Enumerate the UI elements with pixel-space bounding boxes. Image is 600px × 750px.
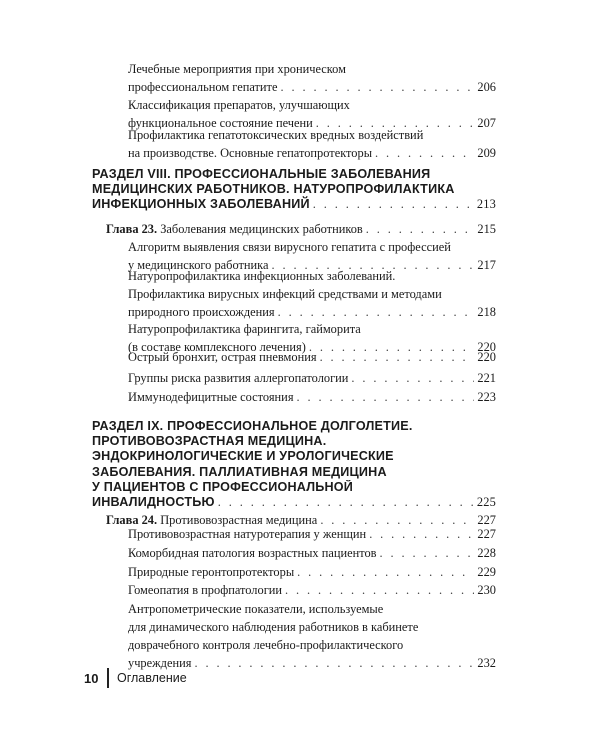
toc-page-number: 213 xyxy=(476,197,496,212)
toc-page-number: 209 xyxy=(477,146,496,160)
toc-entry-line: Антропометрические показатели, используемые xyxy=(128,602,384,616)
leader-dots xyxy=(194,654,474,672)
page-footer xyxy=(84,668,187,688)
toc-page-number: 225 xyxy=(476,495,496,510)
section-heading-line: У ПАЦИЕНТОВ С ПРОФЕССИОНАЛЬНОЙ xyxy=(92,479,354,494)
leader-dots xyxy=(285,581,474,599)
section-heading-title: ИНВАЛИДНОСТЬЮ xyxy=(92,495,215,510)
toc-entry-line: Лечебные мероприятия при хроническом xyxy=(128,62,346,76)
toc-page-number: 223 xyxy=(477,390,496,404)
footer-divider xyxy=(107,668,109,688)
section-heading-line: ЭНДОКРИНОЛОГИЧЕСКИЕ И УРОЛОГИЧЕСКИЕ xyxy=(92,449,394,464)
leader-dots xyxy=(218,495,474,510)
toc-entry[interactable] xyxy=(128,369,496,387)
section-heading-line: РАЗДЕЛ IX. ПРОФЕССИОНАЛЬНОЕ ДОЛГОЛЕТИЕ. xyxy=(92,419,413,433)
toc-entry[interactable] xyxy=(128,267,496,321)
toc-entry[interactable] xyxy=(128,544,496,562)
toc-page-number: 230 xyxy=(477,583,496,597)
toc-entry-line: Натуропрофилактика фарингита, гайморита xyxy=(128,322,361,336)
leader-dots xyxy=(351,369,474,387)
toc-entry[interactable] xyxy=(128,581,496,599)
toc-entry-line: Классификация препаратов, улучшающих xyxy=(128,98,350,112)
chapter-label: Глава 24. xyxy=(106,513,158,527)
leader-dots xyxy=(369,525,474,543)
chapter-label: Глава 23. xyxy=(106,222,158,236)
toc-section-heading[interactable] xyxy=(92,167,496,213)
toc-entry[interactable] xyxy=(128,348,496,366)
footer-title: Оглавление xyxy=(116,671,187,685)
section-heading-line: МЕДИЦИНСКИХ РАБОТНИКОВ. НАТУРОПРОФИЛАКТИКА xyxy=(92,182,455,197)
toc-entry-title: природного происхождения xyxy=(128,305,275,319)
toc-entry-title: учреждения xyxy=(128,656,192,670)
toc-entry-title: функциональное состояние печени xyxy=(128,116,313,130)
leader-dots xyxy=(380,544,475,562)
toc-entry-title: Гомеопатия в профпатологии xyxy=(128,583,283,597)
toc-entry-title: Группы риска развития аллергопатологии xyxy=(128,371,349,385)
toc-page-number: 232 xyxy=(477,656,496,670)
toc-page-number: 227 xyxy=(477,527,496,541)
toc-entry-line: Алгоритм выявления связи вирусного гепатита с профессией xyxy=(128,240,451,254)
toc-page-number: 220 xyxy=(477,340,496,354)
toc-section-heading[interactable] xyxy=(92,419,496,510)
leader-dots xyxy=(280,78,474,96)
toc-entry-line: Профилактика вирусных инфекций средствами и методами xyxy=(128,287,442,301)
toc-page-number: 227 xyxy=(477,513,496,527)
toc-page-number: 217 xyxy=(477,258,496,272)
leader-dots xyxy=(278,303,475,321)
toc-page-number: 215 xyxy=(477,222,496,236)
toc-page-number: 221 xyxy=(477,371,496,385)
footer-page-number: 10 xyxy=(84,670,99,686)
chapter-title: Противовозрастная медицина xyxy=(160,513,318,527)
toc-entry-title: на производстве. Основные гепатопротекторы xyxy=(128,146,373,160)
toc-entry-title: (в составе комплексного лечения) xyxy=(128,340,306,354)
toc-entry-title: Острый бронхит, острая пневмония xyxy=(128,350,317,364)
toc-entry-line: доврачебного контроля лечебно-профилактического xyxy=(128,638,404,652)
toc-entry[interactable] xyxy=(128,388,496,406)
toc-page-number: 207 xyxy=(477,116,496,130)
toc-entry[interactable] xyxy=(128,563,496,581)
toc-chapter[interactable] xyxy=(106,220,496,238)
section-heading-line: РАЗДЕЛ VIII. ПРОФЕССИОНАЛЬНЫЕ ЗАБОЛЕВАНИЯ xyxy=(92,167,431,181)
toc-entry-line: для динамического наблюдения работников в кабинете xyxy=(128,620,419,634)
toc-entry[interactable] xyxy=(128,525,496,543)
leader-dots xyxy=(297,388,475,406)
chapter-title: Заболевания медицинских работников xyxy=(160,222,363,236)
toc-entry-title: у медицинского работника xyxy=(128,258,269,272)
toc-page-number: 206 xyxy=(477,80,496,94)
toc-entry-title: Иммунодефицитные состояния xyxy=(128,390,294,404)
toc-entry-title: Природные геронтопротекторы xyxy=(128,565,295,579)
leader-dots xyxy=(366,220,475,238)
toc-entry-line: Натуропрофилактика инфекционных заболеваний. xyxy=(128,269,396,283)
section-heading-line: ЗАБОЛЕВАНИЯ. ПАЛЛИАТИВНАЯ МЕДИЦИНА xyxy=(92,464,387,479)
toc-entry-title: Противовозрастная натуротерапия у женщин xyxy=(128,527,367,541)
toc-entry-title: профессиональном гепатите xyxy=(128,80,278,94)
leader-dots xyxy=(313,197,474,212)
section-heading-line: ПРОТИВОВОЗРАСТНАЯ МЕДИЦИНА. xyxy=(92,434,327,449)
toc-entry-title: Коморбидная патология возрастных пациентов xyxy=(128,546,377,560)
toc-page-number: 228 xyxy=(477,546,496,560)
leader-dots xyxy=(320,348,475,366)
toc-page-number: 218 xyxy=(477,305,496,319)
toc-entry[interactable] xyxy=(128,600,496,672)
section-heading-title: ИНФЕКЦИОННЫХ ЗАБОЛЕВАНИЙ xyxy=(92,197,310,212)
leader-dots xyxy=(375,144,474,162)
toc-entry[interactable] xyxy=(128,126,496,162)
toc-page-number: 229 xyxy=(477,565,496,579)
toc-entry-line: Профилактика гепатотоксических вредных воздействий xyxy=(128,128,424,142)
toc-page-number: 220 xyxy=(477,350,496,364)
toc-entry[interactable] xyxy=(128,60,496,96)
leader-dots xyxy=(297,563,474,581)
